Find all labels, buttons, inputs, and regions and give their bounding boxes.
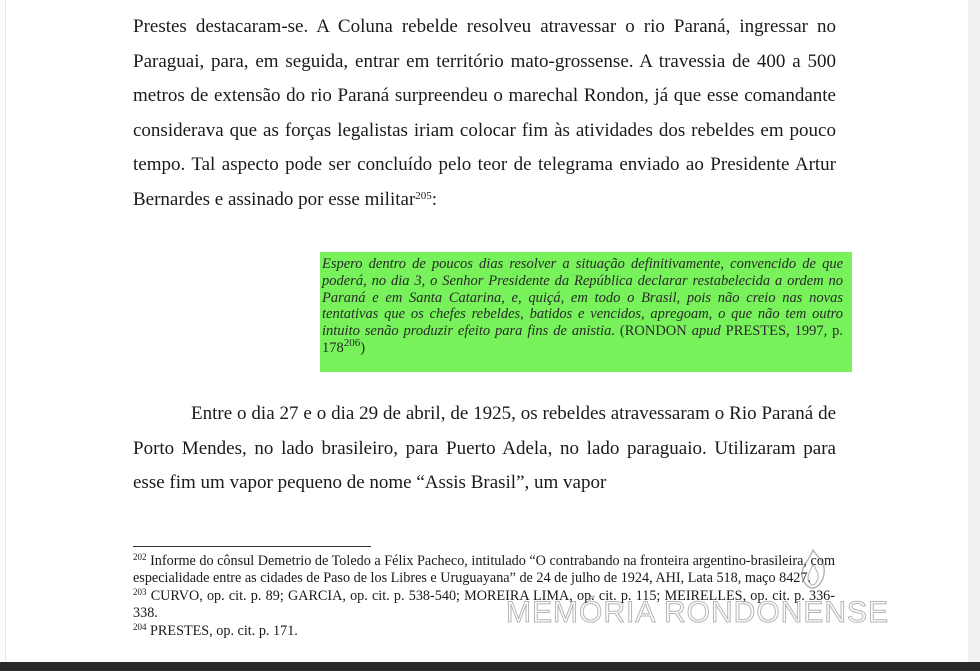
block-quote-highlight	[320, 252, 852, 372]
citation-apud: apud	[691, 323, 721, 340]
citation-author: (RONDON	[619, 323, 687, 340]
body-paragraph-1	[133, 10, 836, 217]
flame-logo-icon	[796, 548, 830, 590]
footnote-202	[133, 553, 835, 588]
footnote-ref-206[interactable]: 206	[343, 336, 361, 349]
screen-bottom-bar	[0, 662, 980, 671]
page-gutter	[968, 0, 980, 662]
footnote-separator	[133, 546, 371, 547]
paragraph-1-end: :	[431, 188, 438, 210]
footnote-number: 202	[133, 552, 147, 562]
citation-close: )	[360, 339, 366, 356]
block-quote-text: Espero dentro de poucos dias resolver a situação definitivamente, convencido de que poderá, no dia 3, o Senhor Presidente da República declarar restabelecida a ordem no Paraná e em Santa Catarina, e, quiçá, em todo o Brasil, pois não creio nas novas tentativas que os chefes rebeldes, batidos e vencidos, apregoam, o que não tem outro intuito senão produzir efeito para fins de anistia.	[322, 256, 843, 340]
footnote-text: CURVO, op. cit. p. 89; GARCIA, op. cit. p. 538-540; MOREIRA LIMA, op. cit. p. 115; MEIRELLES, op. cit. p. 336-338.	[133, 587, 835, 622]
paragraph-1-text: Prestes destacaram-se. A Coluna rebelde resolveu atravessar o rio Paraná, ingressar no Paraguai, para, em seguida, entrar em território mato-grossense. A travessia de 400 a 500 metros de extensão do rio Paraná surpreendeu o marechal Rondon, já que esse comandante considerava que as forças legalistas iriam colocar fim às atividades dos rebeldes em pouco tempo. Tal aspecto pode ser concluído pelo teor de telegrama enviado ao Presidente Artur Bernardes e assinado por esse militar	[133, 16, 836, 210]
footnote-text: Informe do cônsul Demetrio de Toledo a Félix Pacheco, intitulado “O contrabando na fronteira argentino-brasileira, com especialidade entre as cidades de Paso de los Libres e Uruguayana” de 24 de julho de 1924, AHI, Lata 518, maço 8427.	[133, 553, 835, 587]
footnote-ref-205[interactable]: 205	[415, 189, 432, 202]
body-paragraph-2: Entre o dia 27 e o dia 29 de abril, de 1925, os rebeldes atravessaram o Rio Paraná de Porto Mendes, no lado brasileiro, para Puerto Adela, no lado paraguaio. Utilizaram para esse fim um vapor pequeno de nome “Assis Brasil”, um vapor	[133, 403, 836, 493]
citation-source: PRESTES, 1997, p. 178	[322, 323, 844, 356]
footnote-number: 204	[133, 621, 147, 632]
footnote-text: PRESTES, op. cit. p. 171.	[146, 622, 298, 639]
watermark-text: MEMÓRIA RONDONENSE	[506, 596, 890, 629]
footnote-number: 203	[133, 586, 147, 597]
block-quote	[320, 252, 852, 357]
